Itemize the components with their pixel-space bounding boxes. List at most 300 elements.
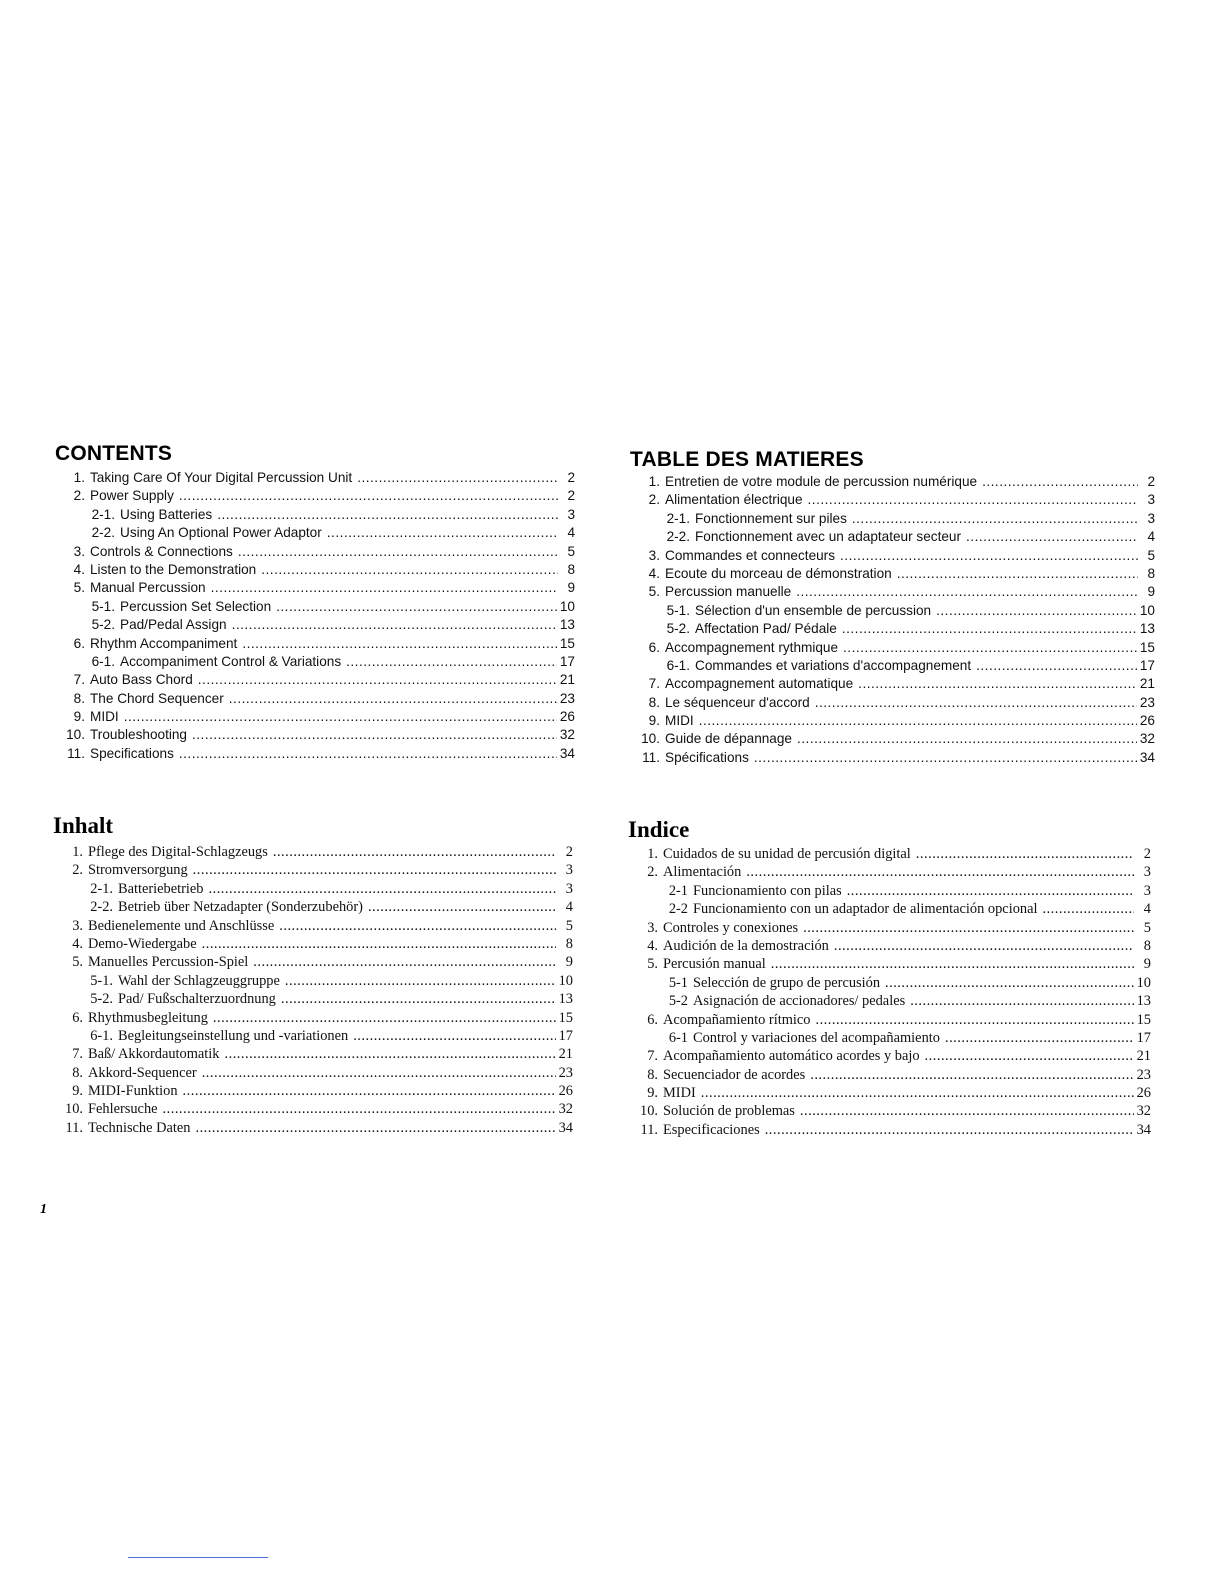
- entry-number: 2-1.: [91, 506, 115, 522]
- dot-leader: [808, 491, 1138, 509]
- dot-leader: [368, 898, 556, 916]
- entry-number: 4.: [73, 561, 85, 577]
- entry-label: MIDI: [665, 713, 694, 729]
- entry-label: Betrieb über Netzadapter (Sonderzubehör): [118, 899, 363, 916]
- entry-number: 6-1.: [91, 653, 115, 669]
- entry-label: MIDI-Funktion: [88, 1083, 178, 1100]
- dot-leader: [232, 616, 557, 634]
- contents-section-spanish: [628, 818, 1151, 1139]
- entry-number: 8.: [73, 690, 85, 706]
- dot-leader: [897, 565, 1138, 583]
- dot-leader: [976, 657, 1137, 675]
- entry-label: Sélection d'un ensemble de percussion: [695, 602, 932, 618]
- entry-number: 10.: [641, 731, 660, 747]
- toc-list: [628, 845, 1151, 1139]
- entry-number: 5-1.: [90, 972, 113, 989]
- entry-page: 5: [1147, 547, 1155, 563]
- dot-leader: [285, 972, 556, 990]
- toc-entry: [630, 473, 1155, 491]
- toc-entry: [630, 694, 1155, 712]
- entry-label: Batteriebetrieb: [118, 880, 204, 897]
- toc-entry: [630, 749, 1155, 767]
- dot-leader: [229, 690, 557, 708]
- dot-leader: [815, 694, 1137, 712]
- entry-label: Begleitungseinstellung und -variationen: [118, 1027, 349, 1044]
- entry-number: 11.: [65, 1119, 83, 1136]
- entry-number: 5.: [72, 954, 83, 971]
- toc-entry: [53, 1009, 573, 1027]
- entry-number: 5-2: [668, 993, 688, 1010]
- entry-label: Percussion manuelle: [665, 584, 792, 600]
- entry-label: Bedienelemente und Anschlüsse: [88, 917, 275, 934]
- entry-label: MIDI: [90, 709, 119, 725]
- dot-leader: [842, 620, 1137, 638]
- entry-page: 32: [1139, 731, 1155, 747]
- entry-number: 11.: [67, 745, 85, 761]
- dot-leader: [945, 1029, 1134, 1047]
- dot-leader: [195, 1119, 555, 1137]
- entry-page: 15: [559, 635, 575, 651]
- entry-page: 8: [1147, 565, 1155, 581]
- entry-number: 1.: [648, 474, 660, 489]
- entry-page: 34: [559, 745, 575, 761]
- entry-page: 17: [558, 1027, 573, 1044]
- section-title: Inhalt: [53, 813, 114, 838]
- entry-number: 3.: [72, 917, 83, 934]
- toc-entry: [55, 524, 575, 542]
- entry-label: Accompagnement automatique: [665, 676, 854, 692]
- entry-page: 5: [565, 917, 573, 934]
- toc-entry: [628, 882, 1151, 900]
- entry-page: 32: [559, 727, 575, 743]
- dot-leader: [202, 1064, 556, 1082]
- toc-entry: [630, 491, 1155, 509]
- entry-label: Pad/ Fußschalterzuordnung: [118, 991, 276, 1008]
- entry-label: Commandes et variations d'accompagnement: [695, 657, 972, 673]
- entry-page: 3: [567, 506, 575, 522]
- entry-page: 4: [567, 525, 575, 541]
- dot-leader: [810, 1066, 1133, 1084]
- entry-number: 1.: [647, 846, 658, 862]
- dot-leader: [198, 671, 557, 689]
- entry-number: 5-1.: [91, 598, 115, 614]
- toc-entry: [53, 861, 573, 879]
- dot-leader: [966, 528, 1138, 546]
- entry-page: 34: [558, 1119, 573, 1136]
- entry-label: Rhythm Accompaniment: [90, 635, 238, 651]
- toc-entry: [53, 1100, 573, 1118]
- dot-leader: [858, 675, 1137, 693]
- entry-number: 5.: [648, 584, 660, 600]
- toc-entry: [628, 955, 1151, 973]
- entry-number: 2-1.: [90, 880, 113, 897]
- toc-entry: [630, 639, 1155, 657]
- entry-number: 5.: [73, 580, 85, 596]
- entry-number: 6.: [647, 1011, 658, 1028]
- dot-leader: [202, 935, 556, 953]
- entry-number: 10.: [640, 1103, 658, 1120]
- entry-label: Controles y conexiones: [663, 919, 799, 936]
- toc-entry: [53, 1119, 573, 1137]
- entry-page: 32: [558, 1101, 573, 1118]
- entry-page: 26: [559, 709, 575, 725]
- dot-leader: [193, 861, 556, 879]
- toc-entry: [628, 1102, 1151, 1120]
- toc-entry: [53, 990, 573, 1008]
- entry-label: Rhythmusbegleitung: [88, 1009, 208, 1026]
- dot-leader: [754, 749, 1137, 767]
- entry-page: 3: [565, 880, 573, 897]
- toc-entry: [55, 598, 575, 616]
- toc-entry: [630, 547, 1155, 565]
- entry-number: 5-2.: [666, 621, 690, 637]
- dot-leader: [925, 1047, 1134, 1065]
- entry-number: 6.: [72, 1009, 83, 1026]
- dot-leader: [982, 473, 1138, 491]
- entry-page: 3: [1147, 492, 1155, 508]
- entry-label: Percussion Set Selection: [120, 598, 272, 614]
- entry-page: 26: [1139, 713, 1155, 729]
- entry-page: 2: [1143, 846, 1151, 862]
- dot-leader: [699, 712, 1137, 730]
- entry-page: 2: [567, 470, 575, 485]
- entry-page: 4: [1147, 529, 1155, 545]
- contents-section-french: [630, 449, 1155, 767]
- dot-leader: [353, 1027, 555, 1045]
- dot-leader: [797, 730, 1137, 748]
- dot-leader: [179, 745, 557, 763]
- dot-leader: [936, 602, 1137, 620]
- page-number: 1: [40, 1202, 47, 1217]
- entry-page: 13: [1139, 621, 1155, 637]
- entry-label: Using An Optional Power Adaptor: [120, 525, 322, 541]
- toc-entry: [630, 602, 1155, 620]
- toc-entry: [630, 657, 1155, 675]
- entry-page: 4: [1143, 901, 1151, 918]
- entry-page: 2: [565, 844, 573, 860]
- dot-leader: [701, 1084, 1134, 1102]
- entry-number: 10.: [65, 1101, 83, 1118]
- toc-entry: [55, 487, 575, 505]
- toc-entry: [55, 726, 575, 744]
- toc-entry: [628, 1011, 1151, 1029]
- entry-number: 2.: [648, 492, 660, 508]
- dot-leader: [852, 510, 1138, 528]
- dot-leader: [916, 845, 1134, 863]
- entry-page: 3: [565, 862, 573, 879]
- toc-entry: [628, 1029, 1151, 1047]
- entry-number: 9.: [648, 713, 660, 729]
- toc-entry: [53, 972, 573, 990]
- toc-entry: [55, 616, 575, 634]
- toc-entry: [53, 953, 573, 971]
- dot-leader: [253, 953, 556, 971]
- entry-label: Especificaciones: [663, 1121, 760, 1138]
- entry-label: Fehlersuche: [88, 1101, 158, 1118]
- entry-page: 10: [1136, 974, 1151, 991]
- entry-page: 9: [1147, 584, 1155, 600]
- toc-entry: [630, 583, 1155, 601]
- entry-label: Baß/ Akkordautomatik: [88, 1046, 220, 1063]
- entry-page: 3: [1143, 864, 1151, 881]
- toc-entry: [628, 1066, 1151, 1084]
- entry-label: Auto Bass Chord: [90, 672, 193, 688]
- entry-label: Troubleshooting: [90, 727, 187, 743]
- entry-page: 34: [1139, 749, 1155, 765]
- entry-label: MIDI: [663, 1085, 696, 1102]
- toc-entry: [628, 1047, 1151, 1065]
- entry-number: 2.: [72, 862, 83, 879]
- entry-page: 10: [559, 598, 575, 614]
- dot-leader: [211, 579, 558, 597]
- toc-entry: [628, 863, 1151, 881]
- dot-leader: [765, 1121, 1134, 1139]
- dot-leader: [238, 543, 558, 561]
- toc-entry: [628, 919, 1151, 937]
- toc-entry: [53, 1027, 573, 1045]
- entry-page: 15: [1139, 639, 1155, 655]
- toc-entry: [630, 565, 1155, 583]
- dot-leader: [261, 561, 558, 579]
- toc-entry: [55, 671, 575, 689]
- toc-entry: [55, 561, 575, 579]
- toc-entry: [53, 1045, 573, 1063]
- dot-leader: [281, 990, 556, 1008]
- entry-page: 9: [565, 954, 573, 971]
- entry-number: 1.: [73, 470, 85, 485]
- entry-label: Alimentación: [663, 864, 742, 881]
- dot-leader: [803, 919, 1134, 937]
- entry-page: 17: [1136, 1029, 1151, 1046]
- entry-page: 3: [1147, 510, 1155, 526]
- toc-entry: [628, 974, 1151, 992]
- entry-number: 5-1: [668, 974, 688, 991]
- entry-label: Fonctionnement avec un adaptateur secteur: [695, 529, 962, 545]
- entry-number: 2.: [647, 864, 658, 881]
- entry-page: 3: [1143, 882, 1151, 899]
- entry-label: Controls & Connections: [90, 543, 233, 559]
- entry-page: 8: [565, 935, 573, 952]
- dot-leader: [840, 547, 1138, 565]
- entry-page: 34: [1136, 1121, 1151, 1138]
- entry-page: 17: [559, 653, 575, 669]
- entry-label: Guide de dépannage: [665, 731, 792, 747]
- dot-leader: [217, 506, 558, 524]
- entry-page: 26: [558, 1083, 573, 1100]
- toc-entry: [55, 469, 575, 487]
- entry-number: 1.: [72, 844, 83, 860]
- dot-leader: [771, 955, 1134, 973]
- dot-leader: [213, 1009, 556, 1027]
- entry-page: 21: [1139, 676, 1155, 692]
- entry-page: 10: [1139, 602, 1155, 618]
- toc-entry: [630, 510, 1155, 528]
- entry-label: Listen to the Demonstration: [90, 561, 257, 577]
- entry-label: Funcionamiento con un adaptador de alimentación opcional: [693, 901, 1038, 918]
- entry-number: 2-2.: [90, 899, 113, 916]
- entry-page: 10: [558, 972, 573, 989]
- entry-label: Specifications: [90, 745, 174, 761]
- entry-number: 2-1.: [666, 510, 690, 526]
- entry-page: 4: [565, 899, 573, 916]
- entry-label: Commandes et connecteurs: [665, 547, 836, 563]
- entry-label: Taking Care Of Your Digital Percussion Unit: [90, 470, 353, 485]
- entry-label: Manuelles Percussion-Spiel: [88, 954, 249, 971]
- toc-entry: [630, 730, 1155, 748]
- entry-number: 2-1: [668, 882, 688, 899]
- toc-entry: [53, 898, 573, 916]
- entry-page: 13: [559, 617, 575, 633]
- entry-page: 26: [1136, 1085, 1151, 1102]
- entry-page: 2: [1147, 474, 1155, 489]
- entry-page: 21: [558, 1046, 573, 1063]
- toc-entry: [53, 843, 573, 861]
- entry-label: Using Batteries: [120, 506, 213, 522]
- entry-number: 10.: [66, 727, 85, 743]
- entry-number: 5.: [647, 956, 658, 973]
- contents-section-german: [53, 814, 573, 1137]
- entry-number: 4.: [648, 565, 660, 581]
- entry-number: 2-2: [668, 901, 688, 918]
- dot-leader: [124, 708, 557, 726]
- toc-entry: [630, 712, 1155, 730]
- entry-page: 23: [559, 690, 575, 706]
- dot-leader: [163, 1100, 556, 1118]
- dot-leader: [346, 653, 557, 671]
- toc-entry: [55, 635, 575, 653]
- entry-number: 2-2.: [666, 529, 690, 545]
- entry-label: Demo-Wiedergabe: [88, 935, 197, 952]
- section-title: CONTENTS: [55, 442, 173, 465]
- contents-section-english: [55, 443, 575, 763]
- toc-entry: [55, 579, 575, 597]
- toc-entry: [628, 900, 1151, 918]
- toc-entry: [628, 937, 1151, 955]
- entry-label: Acompañamiento automático acordes y bajo: [663, 1048, 920, 1065]
- entry-label: Fonctionnement sur piles: [695, 510, 847, 526]
- entry-page: 13: [558, 991, 573, 1008]
- entry-number: 8.: [647, 1066, 658, 1083]
- entry-number: 3.: [73, 543, 85, 559]
- entry-label: Solución de problemas: [663, 1103, 795, 1120]
- entry-page: 17: [1139, 657, 1155, 673]
- dot-leader: [1042, 900, 1134, 918]
- section-title: TABLE DES MATIERES: [630, 448, 864, 471]
- dot-leader: [843, 639, 1137, 657]
- entry-label: Selección de grupo de percusión: [693, 974, 881, 991]
- toc-entry: [55, 543, 575, 561]
- dot-leader: [273, 843, 556, 861]
- entry-number: 6-1.: [90, 1027, 113, 1044]
- dot-leader: [192, 726, 557, 744]
- entry-number: 2-2.: [91, 525, 115, 541]
- entry-page: 5: [1143, 919, 1151, 936]
- toc-entry: [628, 992, 1151, 1010]
- dot-leader: [885, 974, 1134, 992]
- entry-page: 9: [567, 580, 575, 596]
- entry-label: Akkord-Sequencer: [88, 1064, 197, 1081]
- dot-leader: [834, 937, 1134, 955]
- entry-number: 6.: [73, 635, 85, 651]
- dot-leader: [800, 1102, 1134, 1120]
- entry-number: 11.: [640, 1121, 658, 1138]
- entry-label: Affectation Pad/ Pédale: [695, 621, 837, 637]
- entry-page: 32: [1136, 1103, 1151, 1120]
- entry-label: Percusión manual: [663, 956, 766, 973]
- section-title: Indice: [628, 817, 690, 842]
- entry-number: 7.: [647, 1048, 658, 1065]
- entry-number: 7.: [72, 1046, 83, 1063]
- entry-number: 6-1.: [666, 657, 690, 673]
- entry-page: 15: [1136, 1011, 1151, 1028]
- entry-number: 2.: [73, 488, 85, 504]
- toc-entry: [628, 845, 1151, 863]
- toc-entry: [53, 935, 573, 953]
- entry-label: Wahl der Schlagzeuggruppe: [118, 972, 280, 989]
- entry-number: 8.: [72, 1064, 83, 1081]
- toc-entry: [55, 506, 575, 524]
- entry-page: 15: [558, 1009, 573, 1026]
- entry-page: 13: [1136, 993, 1151, 1010]
- entry-label: Cuidados de su unidad de percusión digital: [663, 846, 911, 862]
- dot-leader: [183, 1082, 556, 1100]
- entry-label: Le séquenceur d'accord: [665, 694, 810, 710]
- entry-number: 8.: [648, 694, 660, 710]
- entry-label: Control y variaciones del acompañamiento: [693, 1029, 940, 1046]
- dot-leader: [179, 487, 558, 505]
- entry-label: Asignación de accionadores/ pedales: [693, 993, 906, 1010]
- entry-page: 23: [1136, 1066, 1151, 1083]
- entry-page: 21: [1136, 1048, 1151, 1065]
- entry-label: Audición de la demostración: [663, 937, 829, 954]
- entry-number: 4.: [647, 937, 658, 954]
- entry-label: Pad/Pedal Assign: [120, 617, 227, 633]
- toc-entry: [628, 1121, 1151, 1139]
- entry-label: Funcionamiento con pilas: [693, 882, 842, 899]
- toc-entry: [53, 1082, 573, 1100]
- dot-leader: [225, 1045, 556, 1063]
- dot-leader: [276, 598, 557, 616]
- entry-label: Entretien de votre module de percussion numérique: [665, 474, 978, 489]
- entry-page: 5: [567, 543, 575, 559]
- toc-entry: [55, 653, 575, 671]
- entry-number: 6-1: [668, 1029, 688, 1046]
- toc-entry: [630, 528, 1155, 546]
- dot-leader: [242, 635, 557, 653]
- dot-leader: [910, 992, 1133, 1010]
- dot-leader: [279, 917, 556, 935]
- entry-number: 11.: [642, 749, 660, 765]
- toc-entry: [53, 917, 573, 935]
- divider: [128, 1557, 268, 1558]
- dot-leader: [746, 863, 1134, 881]
- dot-leader: [815, 1011, 1133, 1029]
- entry-label: Ecoute du morceau de démonstration: [665, 565, 892, 581]
- toc-entry: [630, 675, 1155, 693]
- entry-page: 23: [1139, 694, 1155, 710]
- entry-number: 9.: [73, 709, 85, 725]
- toc-entry: [630, 620, 1155, 638]
- dot-leader: [796, 583, 1138, 601]
- toc-entry: [55, 745, 575, 763]
- entry-page: 9: [1143, 956, 1151, 973]
- entry-number: 6.: [648, 639, 660, 655]
- entry-label: Secuenciador de acordes: [663, 1066, 806, 1083]
- dot-leader: [847, 882, 1134, 900]
- entry-label: Power Supply: [90, 488, 174, 504]
- entry-label: Accompagnement rythmique: [665, 639, 839, 655]
- toc-list: [53, 843, 573, 1137]
